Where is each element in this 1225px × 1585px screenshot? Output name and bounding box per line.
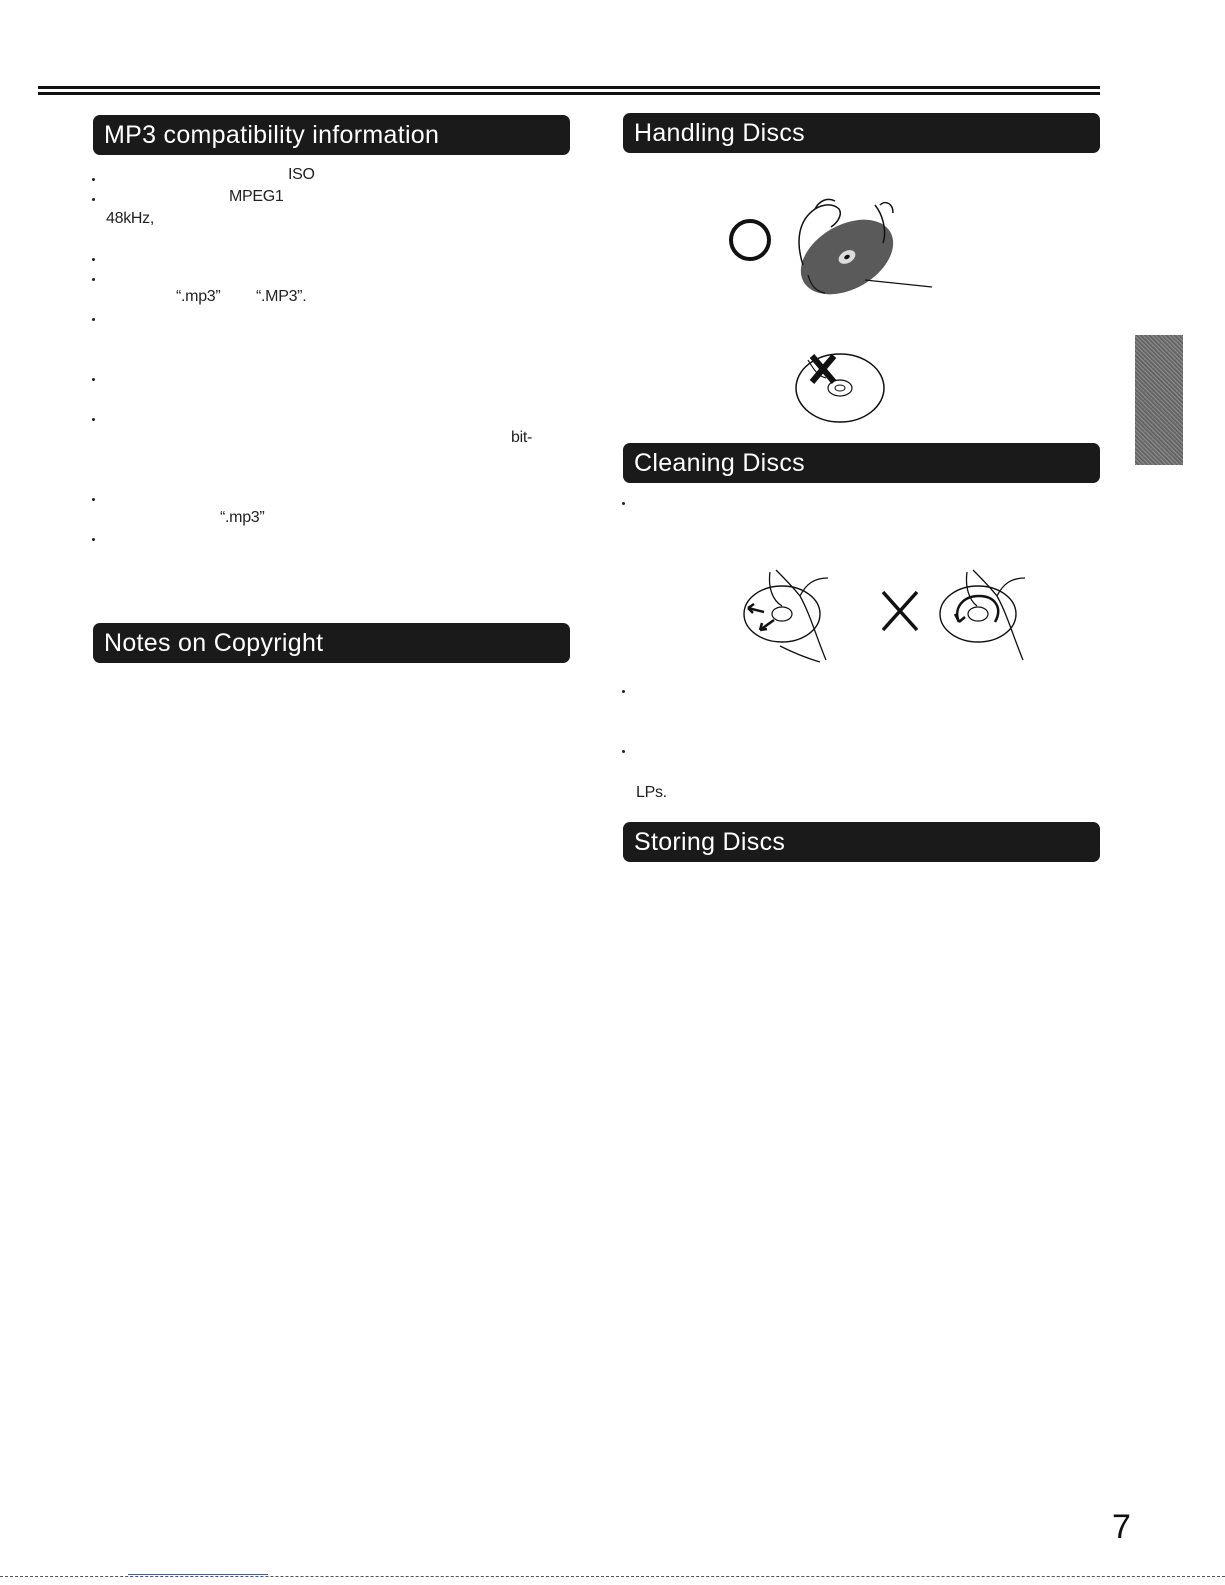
heading-mp3-compatibility: MP3 compatibility information bbox=[93, 115, 570, 155]
text-mp3-extension-lower-2: “.mp3” bbox=[220, 509, 265, 526]
bullet bbox=[92, 318, 95, 321]
bullet bbox=[622, 750, 625, 753]
disc-icon bbox=[940, 586, 1016, 642]
bullet bbox=[92, 278, 95, 281]
text-bit: bit- bbox=[511, 429, 533, 446]
bottom-rule bbox=[0, 1576, 1225, 1577]
bullet bbox=[622, 502, 625, 505]
heading-notes-on-copyright: Notes on Copyright bbox=[93, 623, 570, 663]
bullet bbox=[92, 538, 95, 541]
disc-holding-correct-illustration bbox=[715, 195, 945, 300]
text-mpeg1: MPEG1 bbox=[229, 188, 284, 205]
incorrect-mark-icon bbox=[812, 356, 834, 382]
disc-cleaning-incorrect-illustration bbox=[875, 562, 1035, 662]
heading-handling-discs: Handling Discs bbox=[623, 113, 1100, 153]
top-rule bbox=[38, 92, 1100, 95]
text-iso: ISO bbox=[288, 166, 315, 183]
section-tab-marker bbox=[1135, 335, 1183, 465]
heading-storing-discs: Storing Discs bbox=[623, 822, 1100, 862]
text-mp3-extension-upper: “.MP3”. bbox=[256, 288, 307, 305]
text-mp3-extension-lower: “.mp3” bbox=[176, 288, 221, 305]
bullet bbox=[92, 418, 95, 421]
arrow-outward-icon bbox=[748, 604, 764, 613]
disc-touch-incorrect-illustration bbox=[790, 348, 900, 428]
arrow-inward-icon bbox=[760, 620, 774, 630]
page-number: 7 bbox=[1112, 1508, 1131, 1546]
text-48khz: 48kHz, bbox=[106, 210, 154, 227]
text-lps: LPs. bbox=[636, 784, 667, 801]
bullet bbox=[92, 498, 95, 501]
disc-icon bbox=[796, 354, 884, 422]
bullet bbox=[92, 198, 95, 201]
disc-cleaning-correct-illustration bbox=[740, 562, 840, 662]
bullet bbox=[92, 178, 95, 181]
footer-link-underline bbox=[128, 1574, 268, 1575]
correct-mark-icon bbox=[731, 221, 769, 259]
top-rule bbox=[38, 86, 1100, 89]
heading-cleaning-discs: Cleaning Discs bbox=[623, 443, 1100, 483]
bullet bbox=[92, 378, 95, 381]
incorrect-mark-icon bbox=[883, 592, 917, 630]
bullet bbox=[622, 690, 625, 693]
bullet bbox=[92, 258, 95, 261]
